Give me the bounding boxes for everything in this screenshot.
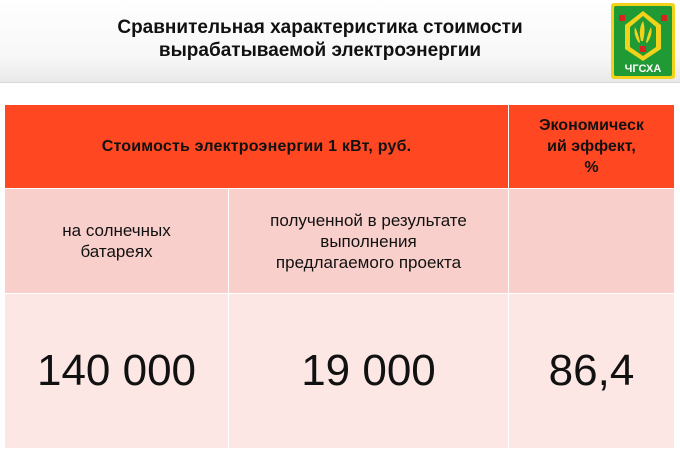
value-solar-cell [5,294,229,449]
title-line-2: вырабатываемой электроэнергии [158,40,482,61]
table-subheader-row [5,189,675,294]
value-effect: 86,4 [548,346,635,395]
university-logo [611,3,675,79]
table-header-row [5,105,675,189]
table-values-row [5,294,675,449]
subheader-project-line-1: полученной в результате [270,210,467,230]
header-effect-cell [509,105,675,189]
subheader-project-line-3: предлагаемого проекта [275,252,462,272]
slide-header [0,0,680,83]
subheader-effect-cell [509,189,675,294]
value-project: 19 000 [301,346,436,395]
logo-text: ЧГСХА [624,63,662,75]
value-project-cell [229,294,509,449]
value-solar: 140 000 [36,346,197,395]
header-cost: Стоимость электроэнергии 1 кВт, руб. [101,137,412,155]
subheader-solar-cell [5,189,229,294]
subheader-solar-line-2: батареях [80,242,153,261]
header-effect-line-2: ий эффект, [547,138,636,155]
slide-title [40,16,600,62]
subheader-solar-line-1: на солнечных [62,221,171,240]
title-line-1: Сравнительная характеристика стоимости [117,17,523,38]
subheader-project-cell [229,189,509,294]
header-effect-line-3: % [584,159,599,176]
subheader-project-line-2: выполнения [320,231,417,251]
value-effect-cell [509,294,675,449]
header-effect-line-1: Экономическ [539,117,644,134]
comparison-table [4,104,675,449]
header-cost-cell [5,105,509,189]
